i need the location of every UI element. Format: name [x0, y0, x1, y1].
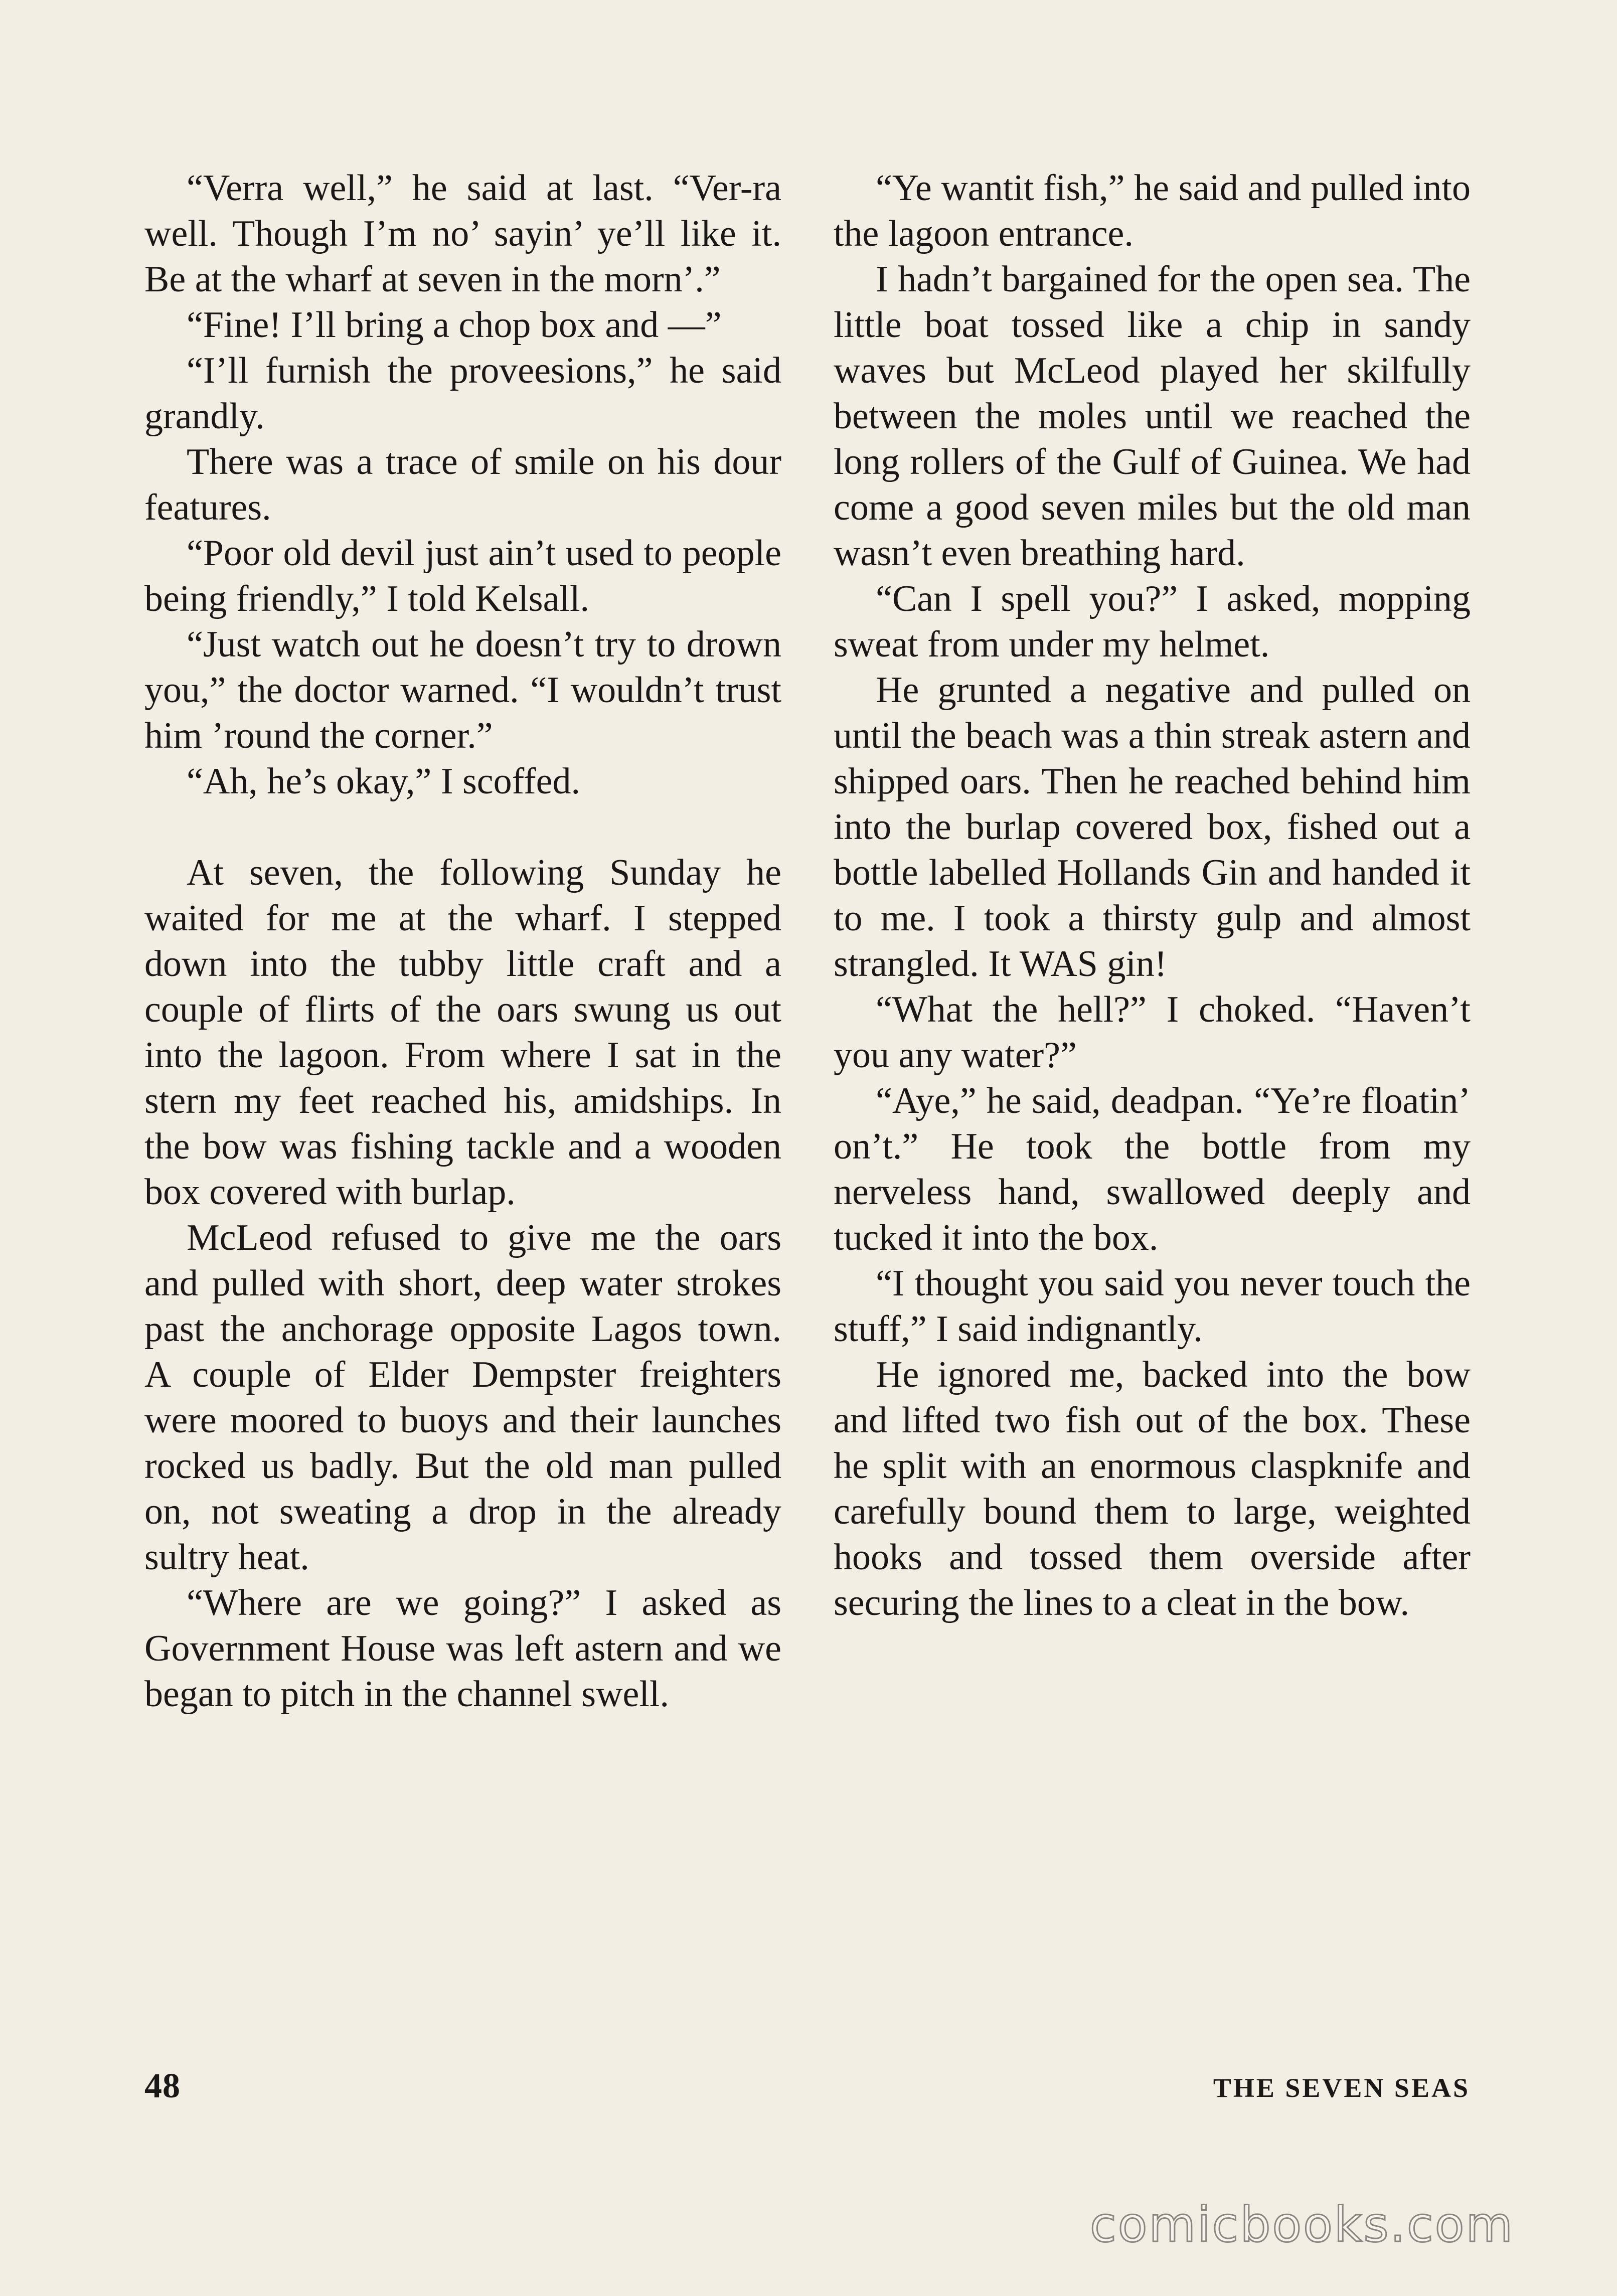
paragraph: “Just watch out he doesn’t try to drown you,” the doctor warned. “I wouldn’t trust him ’round the corner.”	[144, 624, 781, 756]
paragraph: “Where are we going?” I asked as Government House was left astern and we began to pitch in the channel swell.	[144, 1582, 781, 1715]
paragraph: There was a trace of smile on his dour features.	[144, 441, 781, 528]
paragraph: McLeod refused to give me the oars and pulled with short, deep water strokes past the anchorage opposite Lagos town. A couple of Elder Dempster freighters were moored to buoys and their launches rocked us badly. But the old man pulled on, not sweating a drop in the already sultry heat.	[144, 1217, 781, 1578]
paragraph: I hadn’t bargained for the open sea. The little boat tossed like a chip in sandy waves but McLeod played her skilfully between the moles until we reached the long rollers of the Gulf of Guinea. We had come a good seven miles but the old man wasn’t even breathing hard.	[834, 259, 1471, 574]
paragraph: “I thought you said you never touch the stuff,” I said indignantly.	[834, 1263, 1471, 1350]
paragraph: “Ye wantit fish,” he said and pulled into the lagoon entrance.	[834, 168, 1471, 254]
right-column	[834, 166, 1471, 1626]
paragraph: “What the hell?” I choked. “Haven’t you any water?”	[834, 989, 1471, 1076]
paragraph: “Verra well,” he said at last. “Ver-ra well. Though I’m no’ sayin’ ye’ll like it. Be at the wharf at seven in the morn’.”	[144, 168, 781, 300]
paragraph: He ignored me, backed into the bow and lifted two fish out of the box. These he split with an enormous claspknife and carefully bound them to large, weighted hooks and tossed them overside after securing the lines to a cleat in the bow.	[834, 1354, 1471, 1623]
watermark-text: comicbooks.com	[1089, 2197, 1514, 2253]
left-column	[144, 166, 781, 1717]
page-number: 48	[144, 2067, 181, 2105]
paragraph: “Can I spell you?” I asked, mopping sweat from under my helmet.	[834, 578, 1471, 665]
paragraph: “Aye,” he said, deadpan. “Ye’re floatin’ on’t.” He took the bottle from my nerveless hand, swallowed deeply and tucked it into the box.	[834, 1080, 1471, 1258]
magazine-title: THE SEVEN SEAS	[1213, 2073, 1470, 2103]
paragraph: “Fine! I’ll bring a chop box and —”	[187, 304, 722, 346]
paragraph: “Poor old devil just ain’t used to people being friendly,” I told Kelsall.	[144, 533, 781, 619]
paragraph: At seven, the following Sunday he waited for me at the wharf. I stepped down into the tubby little craft and a couple of flirts of the oars swung us out into the lagoon. From where I sat in the stern my feet reached his, amidships. In the bow was fishing tackle and a wooden box covered with burlap.	[144, 852, 781, 1213]
paragraph: “Ah, he’s okay,” I scoffed.	[187, 761, 580, 802]
paragraph: “I’ll furnish the proveesions,” he said grandly.	[144, 350, 781, 437]
paragraph: He grunted a negative and pulled on until the beach was a thin streak astern and shipped oars. Then he reached behind him into the burlap covered box, fished out a bottle labelled Hollands Gin and handed it to me. I took a thirsty gulp and almost strangled. It WAS gin!	[834, 670, 1471, 985]
